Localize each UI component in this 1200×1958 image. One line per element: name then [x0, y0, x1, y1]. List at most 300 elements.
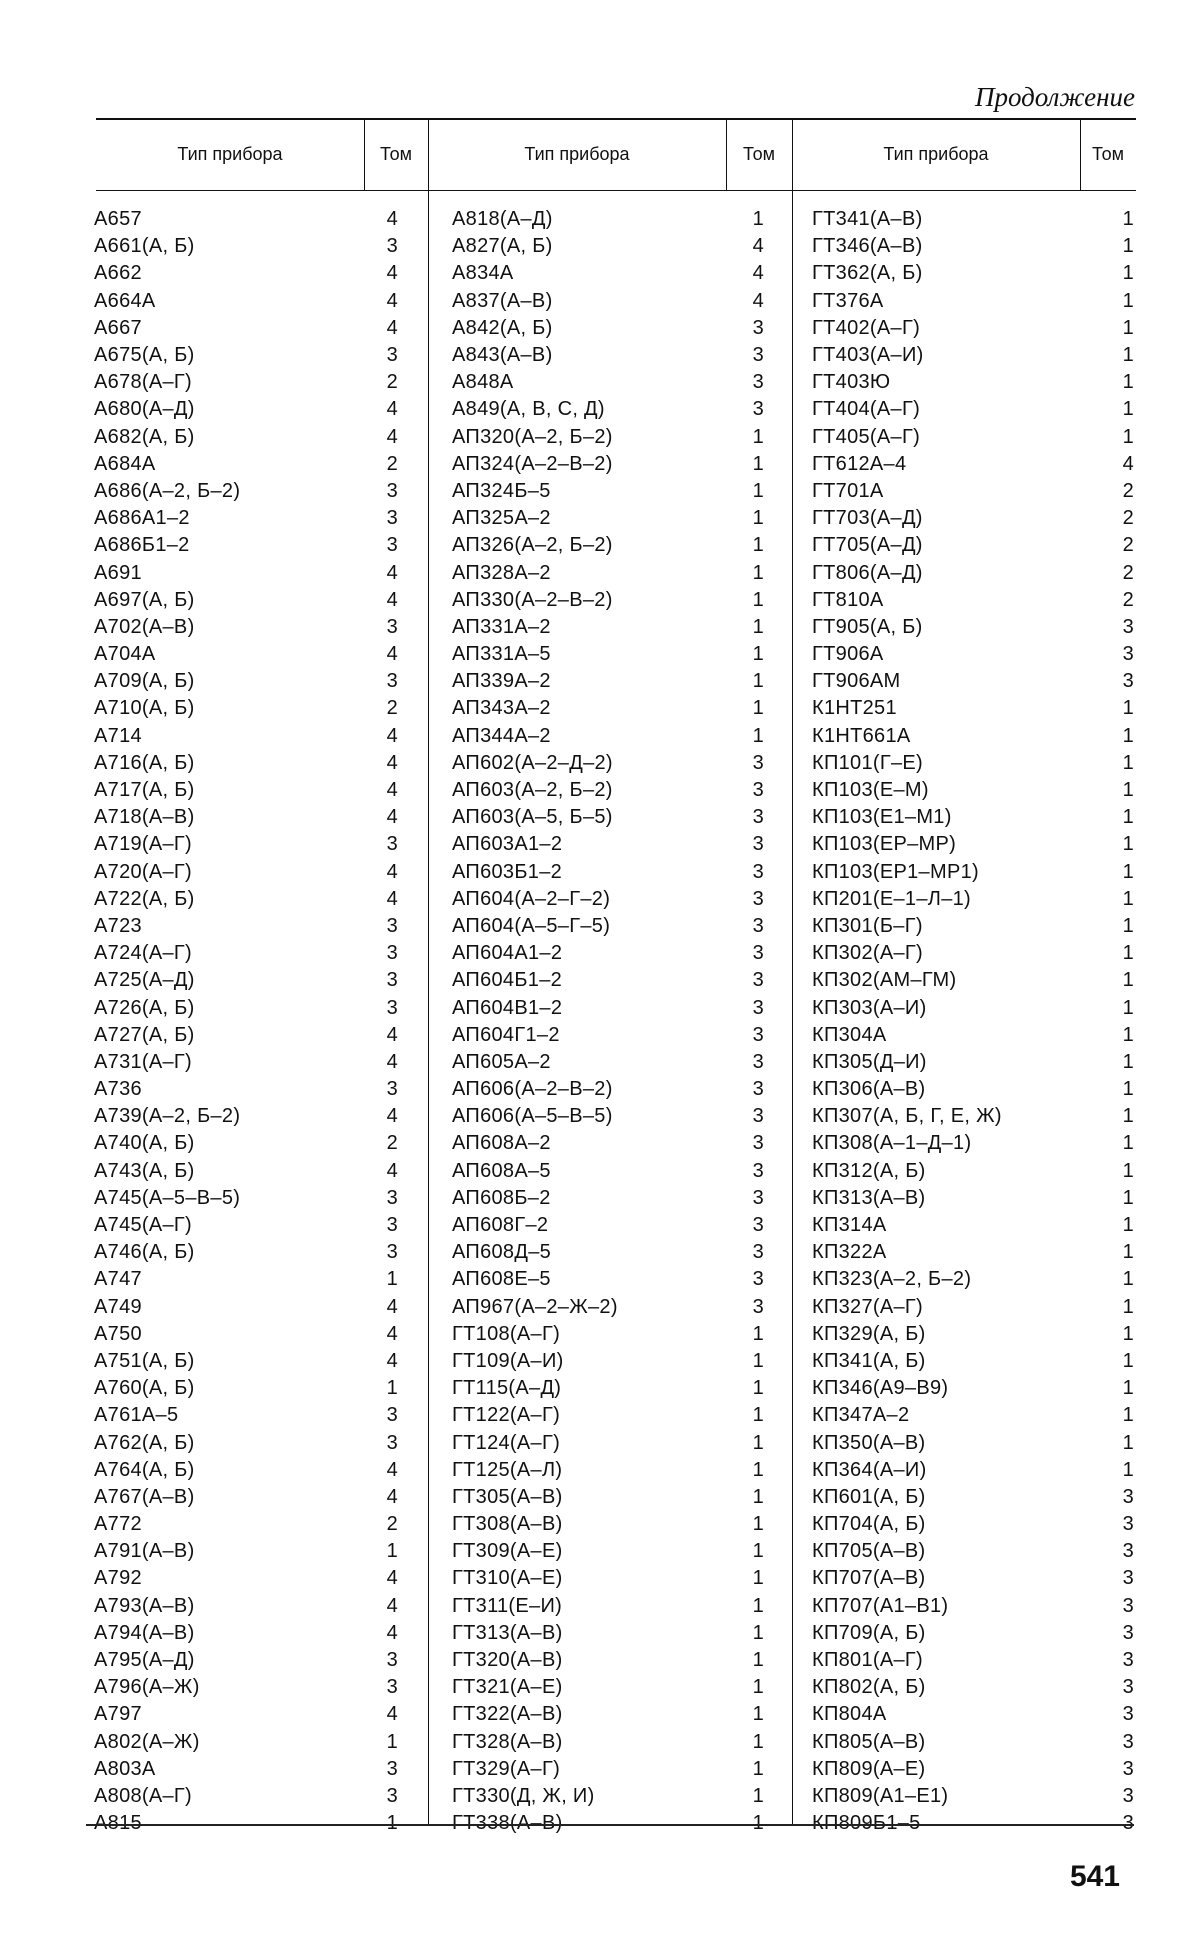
volume-number: 4 [386, 1050, 398, 1073]
table-row [452, 288, 764, 315]
volume-number: 3 [752, 371, 764, 394]
device-type: ГТ124(А–Г) [452, 1431, 561, 1454]
device-type: АП606(А–2–В–2) [452, 1078, 613, 1101]
volume-number: 1 [1122, 806, 1134, 829]
volume-number: 4 [386, 588, 398, 611]
volume-number: 3 [752, 1241, 764, 1264]
table-row [812, 1294, 1134, 1321]
table-row [452, 1565, 764, 1592]
device-type: КП307(А, Б, Г, Е, Ж) [812, 1105, 1002, 1128]
volume-number: 3 [1122, 643, 1134, 666]
volume-number: 1 [752, 670, 764, 693]
volume-number: 4 [386, 643, 398, 666]
column-separator [792, 118, 793, 1824]
table-row [812, 1239, 1134, 1266]
device-type: АП324(А–2–В–2) [452, 452, 613, 475]
table-row [452, 994, 764, 1021]
table-row [94, 913, 398, 940]
volume-number: 1 [1122, 1377, 1134, 1400]
device-type: А664А [94, 289, 156, 312]
table-row [452, 532, 764, 559]
device-type: ГТ313(А–В) [452, 1621, 563, 1644]
device-type: А680(А–Д) [94, 398, 195, 421]
volume-number: 1 [752, 534, 764, 557]
table-row [94, 1565, 398, 1592]
volume-number: 1 [752, 208, 764, 231]
volume-number: 3 [1122, 1784, 1134, 1807]
volume-number: 3 [752, 1078, 764, 1101]
device-type: КП341(А, Б) [812, 1349, 926, 1372]
device-type: ГТ330(Д, Ж, И) [452, 1784, 595, 1807]
volume-number: 3 [386, 507, 398, 530]
volume-number: 4 [386, 779, 398, 802]
table-column-1 [94, 206, 398, 1837]
volume-number: 3 [752, 1132, 764, 1155]
device-type: А750 [94, 1322, 142, 1345]
column-separator [428, 118, 429, 1824]
table-row [812, 451, 1134, 478]
table-row [94, 1103, 398, 1130]
volume-number: 3 [752, 914, 764, 937]
volume-number: 3 [386, 615, 398, 638]
volume-number: 1 [752, 1404, 764, 1427]
volume-number: 1 [1122, 1132, 1134, 1155]
device-type: КП804А [812, 1703, 887, 1726]
table-row [452, 315, 764, 342]
volume-number: 3 [752, 1295, 764, 1318]
table-row [94, 315, 398, 342]
volume-number: 3 [1122, 1676, 1134, 1699]
volume-number: 1 [1122, 914, 1134, 937]
device-type: А764(А, Б) [94, 1458, 195, 1481]
volume-number: 1 [752, 452, 764, 475]
volume-number: 2 [1122, 479, 1134, 502]
device-type: А740(А, Б) [94, 1132, 195, 1155]
table-row [94, 1049, 398, 1076]
table-row [94, 886, 398, 913]
volume-number: 3 [386, 1241, 398, 1264]
device-type: А747 [94, 1268, 142, 1291]
device-type: ГТ703(А–Д) [812, 507, 923, 530]
device-type: КП704(А, Б) [812, 1513, 926, 1536]
volume-number: 4 [1122, 452, 1134, 475]
device-type: ГТ403(А–И) [812, 344, 924, 367]
continuation-label: Продолжение [974, 82, 1135, 112]
volume-number: 4 [386, 1349, 398, 1372]
device-type: КП101(Г–Е) [812, 751, 924, 774]
device-type: А727(А, Б) [94, 1023, 195, 1046]
device-type: А760(А, Б) [94, 1377, 195, 1400]
table-row [452, 424, 764, 451]
volume-number: 1 [1122, 1105, 1134, 1128]
table-row [452, 614, 764, 641]
device-type: ГТ705(А–Д) [812, 534, 923, 557]
device-type: А686(А–2, Б–2) [94, 479, 241, 502]
volume-number: 4 [386, 724, 398, 747]
device-type: А684А [94, 452, 156, 475]
table-row [452, 233, 764, 260]
table-row [812, 1620, 1134, 1647]
volume-number: 3 [1122, 1812, 1134, 1835]
device-type: А745(А–5–В–5) [94, 1186, 241, 1209]
volume-number: 3 [386, 1404, 398, 1427]
volume-number: 4 [386, 398, 398, 421]
device-type: АП604(А–5–Г–5) [452, 914, 611, 937]
volume-number: 4 [386, 208, 398, 231]
table-row [452, 1701, 764, 1728]
volume-number: 3 [752, 806, 764, 829]
volume-number: 1 [1122, 1159, 1134, 1182]
table-row [812, 1538, 1134, 1565]
table-row [812, 1729, 1134, 1756]
table-row [94, 587, 398, 614]
table-row [94, 1158, 398, 1185]
volume-number: 3 [752, 1023, 764, 1046]
device-type: А745(А–Г) [94, 1214, 193, 1237]
volume-number: 1 [1122, 289, 1134, 312]
device-type: А682(А, Б) [94, 425, 195, 448]
device-type: АП603(А–5, Б–5) [452, 806, 613, 829]
device-type: ГТ115(А–Д) [452, 1377, 562, 1400]
volume-number: 4 [386, 1322, 398, 1345]
volume-number: 2 [386, 1132, 398, 1155]
table-row [812, 1511, 1134, 1538]
device-type: А710(А, Б) [94, 697, 195, 720]
volume-number: 1 [752, 1377, 764, 1400]
volume-number: 1 [1122, 344, 1134, 367]
table-row [812, 478, 1134, 505]
volume-number: 3 [752, 942, 764, 965]
table-row [452, 260, 764, 287]
volume-number: 1 [1122, 779, 1134, 802]
volume-number: 1 [752, 561, 764, 584]
device-type: ГТ362(А, Б) [812, 262, 923, 285]
volume-number: 3 [1122, 1757, 1134, 1780]
device-type: ГТ403Ю [812, 371, 891, 394]
device-type: А716(А, Б) [94, 751, 195, 774]
device-type: А704А [94, 643, 156, 666]
table-row [94, 1538, 398, 1565]
device-type: КП103(ЕР1–МР1) [812, 860, 979, 883]
table-row [94, 1674, 398, 1701]
device-type: А675(А, Б) [94, 344, 195, 367]
table-row [94, 1294, 398, 1321]
device-type: КП364(А–И) [812, 1458, 927, 1481]
device-type: А761А–5 [94, 1404, 179, 1427]
volume-number: 4 [386, 806, 398, 829]
volume-number: 1 [752, 588, 764, 611]
device-type: А815 [94, 1812, 142, 1835]
device-type: А720(А–Г) [94, 860, 193, 883]
table-row [812, 260, 1134, 287]
table-row [94, 1321, 398, 1348]
device-type: А726(А, Б) [94, 996, 195, 1019]
table-row [812, 424, 1134, 451]
volume-number: 3 [386, 833, 398, 856]
volume-number: 3 [752, 1214, 764, 1237]
table-row [452, 831, 764, 858]
volume-number: 3 [1122, 615, 1134, 638]
volume-number: 1 [752, 1649, 764, 1672]
table-row [452, 940, 764, 967]
table-row [452, 1484, 764, 1511]
column-header-volume: Том [743, 143, 775, 164]
volume-number: 1 [1122, 887, 1134, 910]
volume-number: 4 [386, 1023, 398, 1046]
volume-number: 1 [1122, 697, 1134, 720]
table-row [94, 940, 398, 967]
volume-number: 3 [752, 996, 764, 1019]
device-type: К1НТ251 [812, 697, 897, 720]
table-row [452, 1457, 764, 1484]
volume-number: 1 [752, 479, 764, 502]
table-row [452, 723, 764, 750]
volume-number: 3 [386, 534, 398, 557]
volume-number: 4 [386, 1105, 398, 1128]
table-row [452, 1348, 764, 1375]
volume-number: 1 [1122, 208, 1134, 231]
device-type: АП603Б1–2 [452, 860, 563, 883]
device-type: АП604Б1–2 [452, 969, 563, 992]
table-row [94, 831, 398, 858]
table-row [812, 1756, 1134, 1783]
device-type: АП603А1–2 [452, 833, 563, 856]
device-type: ГТ338(А–В) [452, 1812, 563, 1835]
device-type: А667 [94, 316, 142, 339]
table-row [94, 1185, 398, 1212]
table-row [94, 804, 398, 831]
column-header-type: Тип прибора [177, 143, 283, 164]
table-row [812, 1647, 1134, 1674]
table-row [94, 1484, 398, 1511]
device-type: КП303(А–И) [812, 996, 927, 1019]
table-row [94, 396, 398, 423]
volume-number: 1 [752, 1812, 764, 1835]
table-row [452, 1756, 764, 1783]
device-type: А837(А–В) [452, 289, 553, 312]
table-row [812, 614, 1134, 641]
volume-number: 3 [386, 1649, 398, 1672]
device-type: ГТ328(А–В) [452, 1730, 563, 1753]
volume-number: 3 [386, 1214, 398, 1237]
device-type: А736 [94, 1078, 142, 1101]
volume-number: 1 [1122, 1214, 1134, 1237]
table-column-3 [812, 206, 1134, 1837]
device-type: А794(А–В) [94, 1621, 195, 1644]
table-row [812, 1593, 1134, 1620]
volume-number: 3 [386, 670, 398, 693]
volume-number: 1 [752, 697, 764, 720]
device-type: КП347А–2 [812, 1404, 910, 1427]
device-type: ГТ905(А, Б) [812, 615, 923, 638]
device-type: А657 [94, 208, 142, 231]
volume-number: 1 [1122, 969, 1134, 992]
device-type: ГТ329(А–Г) [452, 1757, 561, 1780]
table-row [94, 478, 398, 505]
volume-number: 4 [386, 887, 398, 910]
table-row [812, 1402, 1134, 1429]
table-row [812, 777, 1134, 804]
volume-number: 1 [386, 1377, 398, 1400]
volume-number: 4 [386, 425, 398, 448]
table-row [812, 668, 1134, 695]
table-row [452, 206, 764, 233]
volume-number: 3 [752, 344, 764, 367]
device-type: АП608А–5 [452, 1159, 551, 1182]
volume-number: 4 [386, 561, 398, 584]
table-row [452, 1049, 764, 1076]
volume-number: 3 [386, 996, 398, 1019]
table-row [94, 1130, 398, 1157]
device-type: ГТ612А–4 [812, 452, 907, 475]
volume-number: 1 [752, 1730, 764, 1753]
device-type: КП709(А, Б) [812, 1621, 926, 1644]
table-row [452, 505, 764, 532]
volume-number: 3 [752, 316, 764, 339]
volume-number: 3 [1122, 670, 1134, 693]
table-row [452, 1511, 764, 1538]
device-type: КП308(А–1–Д–1) [812, 1132, 972, 1155]
table-row [94, 1375, 398, 1402]
device-type: КП323(А–2, Б–2) [812, 1268, 972, 1291]
device-type: ГТ806(А–Д) [812, 561, 923, 584]
table-row [94, 668, 398, 695]
table-row [452, 1402, 764, 1429]
device-type: А767(А–В) [94, 1485, 195, 1508]
table-row [812, 1674, 1134, 1701]
device-type: ГТ346(А–В) [812, 235, 923, 258]
table-row [812, 1701, 1134, 1728]
table-row [94, 260, 398, 287]
table-row [94, 859, 398, 886]
device-type: КП350(А–В) [812, 1431, 926, 1454]
device-type: А714 [94, 724, 142, 747]
volume-number: 3 [1122, 1594, 1134, 1617]
volume-number: 1 [1122, 860, 1134, 883]
volume-number: 1 [752, 1676, 764, 1699]
volume-number: 3 [752, 779, 764, 802]
volume-number: 3 [1122, 1513, 1134, 1536]
table-row [94, 1429, 398, 1456]
volume-number: 2 [386, 452, 398, 475]
volume-number: 3 [1122, 1730, 1134, 1753]
volume-number: 1 [752, 1349, 764, 1372]
device-type: АП324Б–5 [452, 479, 551, 502]
volume-number: 1 [1122, 1458, 1134, 1481]
table-row [812, 1049, 1134, 1076]
volume-number: 1 [752, 1431, 764, 1454]
device-type: А795(А–Д) [94, 1649, 195, 1672]
table-row [452, 886, 764, 913]
device-type: КП329(А, Б) [812, 1322, 926, 1345]
table-row [452, 1266, 764, 1293]
device-type: АП604А1–2 [452, 942, 563, 965]
table-header-rule [96, 190, 1136, 191]
device-type: КП809Б1–5 [812, 1812, 921, 1835]
table-row [812, 695, 1134, 722]
table-row [452, 750, 764, 777]
device-type: А718(А–В) [94, 806, 195, 829]
table-row [812, 1212, 1134, 1239]
device-type: ГТ125(А–Л) [452, 1458, 563, 1481]
device-type: А678(А–Г) [94, 371, 193, 394]
table-row [94, 424, 398, 451]
table-row [452, 1593, 764, 1620]
volume-number: 3 [752, 1186, 764, 1209]
device-type: АП606(А–5–В–5) [452, 1105, 613, 1128]
device-type: АП608Е–5 [452, 1268, 551, 1291]
device-type: КП314А [812, 1214, 887, 1237]
volume-number: 3 [386, 1676, 398, 1699]
table-row [452, 777, 764, 804]
table-row [94, 614, 398, 641]
device-type: КП809(А1–Е1) [812, 1784, 949, 1807]
volume-number: 3 [1122, 1703, 1134, 1726]
volume-number: 1 [1122, 398, 1134, 421]
volume-number: 4 [386, 1594, 398, 1617]
volume-number: 1 [1122, 833, 1134, 856]
volume-number: 2 [1122, 588, 1134, 611]
device-type: ГТ122(А–Г) [452, 1404, 561, 1427]
volume-number: 1 [1122, 371, 1134, 394]
volume-number: 4 [386, 1485, 398, 1508]
device-type: АП328А–2 [452, 561, 551, 584]
device-type: А772 [94, 1513, 142, 1536]
table-row [452, 967, 764, 994]
volume-number: 1 [1122, 1268, 1134, 1291]
device-type: ГТ321(А–Е) [452, 1676, 563, 1699]
table-row [94, 1266, 398, 1293]
table-row [452, 1212, 764, 1239]
volume-number: 1 [752, 1458, 764, 1481]
volume-number: 1 [386, 1268, 398, 1291]
volume-number: 1 [1122, 235, 1134, 258]
table-row [452, 1130, 764, 1157]
table-row [452, 859, 764, 886]
device-type: А724(А–Г) [94, 942, 193, 965]
device-type: АП343А–2 [452, 697, 551, 720]
table-row [812, 886, 1134, 913]
device-type: А686Б1–2 [94, 534, 190, 557]
volume-number: 1 [386, 1812, 398, 1835]
device-type: К1НТ661А [812, 724, 911, 747]
device-type: А796(А–Ж) [94, 1676, 200, 1699]
table-row [452, 342, 764, 369]
device-type: А749 [94, 1295, 142, 1318]
table-row [94, 1076, 398, 1103]
device-type: ГТ108(А–Г) [452, 1322, 561, 1345]
device-type: АП603(А–2, Б–2) [452, 779, 613, 802]
table-row [452, 396, 764, 423]
volume-number: 1 [1122, 316, 1134, 339]
device-type: АП604(А–2–Г–2) [452, 887, 611, 910]
device-type: А725(А–Д) [94, 969, 195, 992]
table-row [94, 1620, 398, 1647]
device-type: А849(А, В, С, Д) [452, 398, 605, 421]
volume-number: 4 [752, 235, 764, 258]
volume-number: 3 [752, 751, 764, 774]
device-type: А751(А, Б) [94, 1349, 195, 1372]
device-type: А808(А–Г) [94, 1784, 193, 1807]
device-type: А818(А–Д) [452, 208, 553, 231]
table-row [94, 1348, 398, 1375]
device-type: А791(А–В) [94, 1540, 195, 1563]
device-type: АП326(А–2, Б–2) [452, 534, 613, 557]
table-row [94, 994, 398, 1021]
table-row [94, 451, 398, 478]
table-row [94, 723, 398, 750]
table-row [94, 1593, 398, 1620]
